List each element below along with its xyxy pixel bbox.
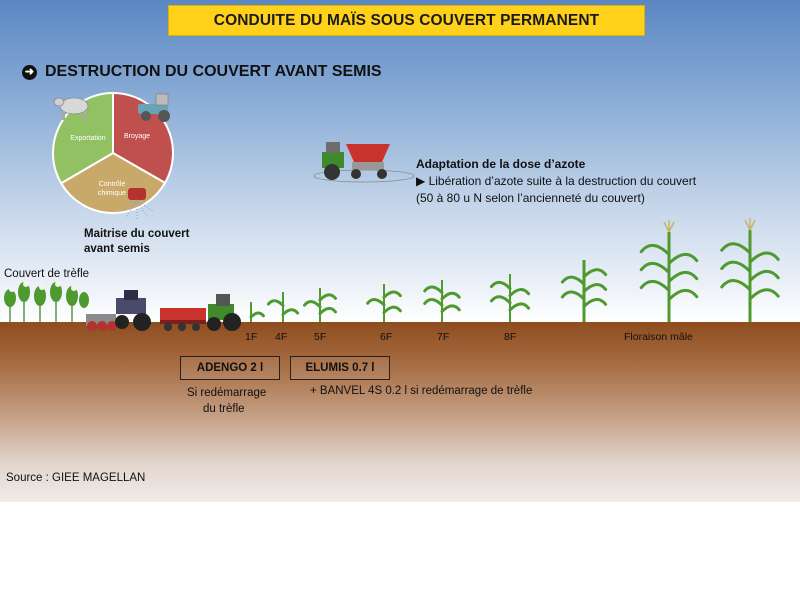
product-box-elumis: ELUMIS 0.7 l <box>290 356 390 380</box>
maize-plant-6 <box>491 274 528 322</box>
azote-line1: ▶ Libération d’azote suite à la destruction du couvert <box>416 174 697 188</box>
maize-plant-7 <box>562 260 605 322</box>
pie-slice-label-1: Broyage <box>123 133 151 140</box>
cover-label: Couvert de trèfle <box>4 268 90 280</box>
maize-plant-5 <box>425 280 459 322</box>
stage-label-5f: 5F <box>314 331 327 343</box>
product-note-elumis: + BANVEL 4S 0.2 l si redémarrage de trèfle <box>310 385 533 397</box>
azote-title: Adaptation de la dose d’azote <box>416 157 586 171</box>
stage-label-1f: 1F <box>245 331 258 343</box>
maize-plant-2 <box>268 292 297 322</box>
page-title: CONDUITE DU MAÏS SOUS COUVERT PERMANENT <box>168 5 645 36</box>
azote-line2: (50 à 80 u N selon l’ancienneté du couvert) <box>416 191 645 205</box>
source-note: Source : GIEE MAGELLAN <box>6 472 146 484</box>
arrow-bullet-icon: ➜ <box>22 65 37 80</box>
section-title-text: DESTRUCTION DU COUVERT AVANT SEMIS <box>45 63 382 80</box>
pie-slice-label-2: Contrôle chimique <box>97 181 127 197</box>
product-box-adengo: ADENGO 2 l <box>180 356 280 380</box>
maize-plant-8 <box>641 220 697 322</box>
pie-caption-line2: avant semis <box>84 243 150 255</box>
maize-plant-4 <box>368 284 401 322</box>
stage-label-6f: 6F <box>380 331 393 343</box>
stage-label-4f: 4F <box>275 331 288 343</box>
stage-label-7f: 7F <box>437 331 450 343</box>
maize-plant-3 <box>305 288 336 322</box>
product-note-adengo-line1: Si redémarrage <box>187 387 267 399</box>
stage-label-floraison: Floraison mâle <box>624 331 693 343</box>
maize-plant-1 <box>251 302 263 322</box>
maize-plant-9 <box>722 218 778 322</box>
pie-slice-label-3: Exportation <box>70 135 106 142</box>
stage-label-8f: 8F <box>504 331 517 343</box>
product-note-adengo-line2: du trèfle <box>203 403 245 415</box>
pie-caption-line1: Maitrise du couvert <box>84 228 190 240</box>
maize-group <box>251 218 778 322</box>
